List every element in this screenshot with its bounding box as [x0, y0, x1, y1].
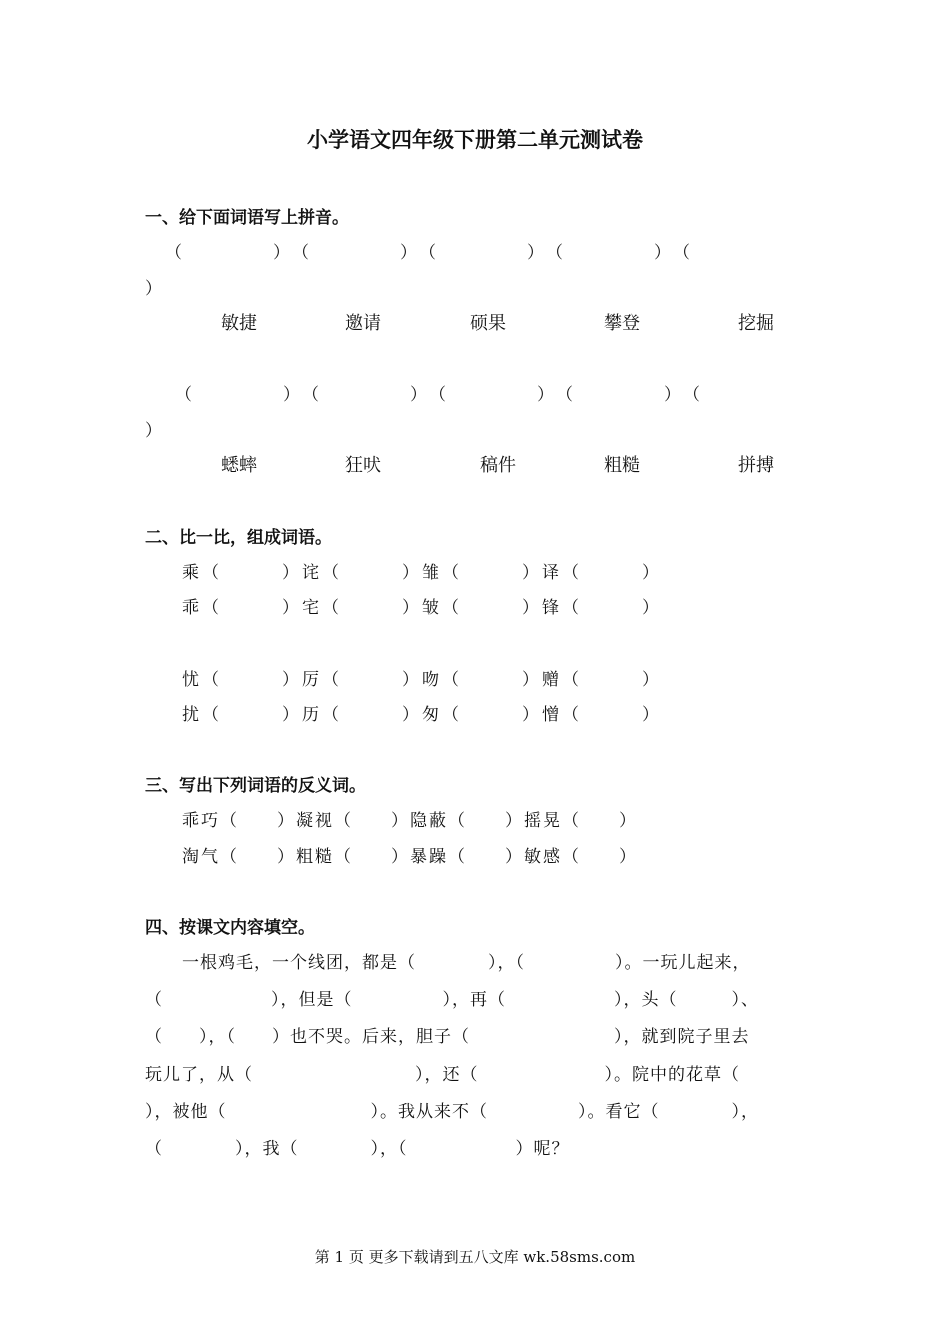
fill-blank-line: （ ），我（ ），（ ）呢？ — [145, 1139, 570, 1159]
word-item: 稿件 — [480, 455, 516, 476]
fill-blank-line: 一根鸡毛，一个线团，都是（ ），（ ）。一玩儿起来， — [182, 953, 751, 973]
word-item: 邀请 — [345, 313, 381, 334]
word-item: 敏捷 — [221, 313, 257, 334]
compare-line: 乖（ ）宅（ ）皱（ ）锋（ ） — [182, 598, 662, 618]
word-item: 粗糙 — [604, 455, 640, 476]
section-1-heading: 一、给下面词语写上拼音。 — [145, 208, 349, 228]
page-title: 小学语文四年级下册第二单元测试卷 — [307, 128, 643, 152]
word-item: 挖掘 — [738, 313, 774, 334]
section-3-heading: 三、写出下列词语的反义词。 — [145, 776, 366, 796]
compare-line: 忧（ ）厉（ ）吻（ ）赠（ ） — [182, 670, 662, 690]
section-4-heading: 四、按课文内容填空。 — [145, 918, 315, 938]
word-item: 攀登 — [604, 313, 640, 334]
pinyin-brackets-wrap-2: ） — [145, 421, 162, 441]
fill-blank-line: ），被他（ ）。我从来不（ ）。看它（ ）， — [145, 1102, 759, 1122]
section-2-heading: 二、比一比，组成词语。 — [145, 528, 332, 548]
antonym-line: 乖巧（ ）凝视（ ）隐蔽（ ）摇晃（ ） — [182, 811, 638, 831]
word-item: 蟋蟀 — [221, 455, 257, 476]
pinyin-brackets-row-1: （ ） （ ） （ ） （ ） （ — [165, 243, 691, 263]
fill-blank-line: （ ），（ ）也不哭。后来，胆子（ ），就到院子里去 — [145, 1027, 750, 1047]
word-item: 硕果 — [470, 313, 506, 334]
pinyin-brackets-wrap-1: ） — [145, 279, 162, 299]
page-footer: 第 1 页 更多下载请到五八文库 wk.58sms.com — [314, 1248, 636, 1266]
fill-blank-line: （ ），但是（ ），再（ ），头（ ）、 — [145, 990, 759, 1010]
word-item: 拼搏 — [738, 455, 774, 476]
fill-blank-line: 玩儿了，从（ ），还（ ）。院中的花草（ — [145, 1065, 740, 1085]
compare-line: 扰（ ）历（ ）匆（ ）憎（ ） — [182, 705, 662, 725]
antonym-line: 淘气（ ）粗糙（ ）暴躁（ ）敏感（ ） — [182, 847, 638, 867]
compare-line: 乘（ ）诧（ ）雏（ ）译（ ） — [182, 563, 662, 583]
pinyin-brackets-row-2: （ ） （ ） （ ） （ ） （ — [175, 385, 701, 405]
word-item: 狂吠 — [345, 455, 381, 476]
